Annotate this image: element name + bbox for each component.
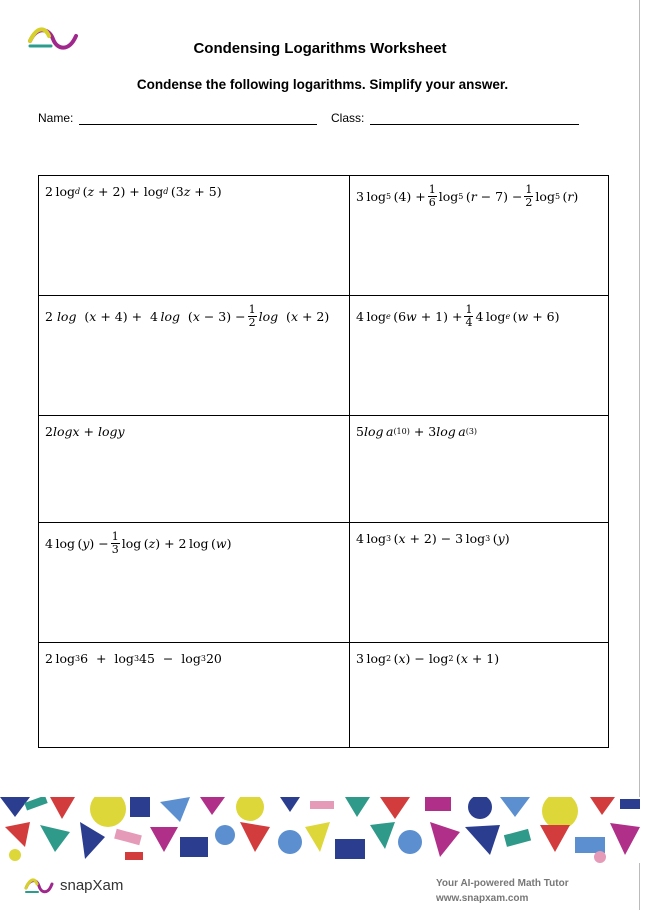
problem-cell[interactable] — [39, 643, 350, 748]
decorative-shapes-band — [0, 797, 647, 863]
problem-5: 2 logx + logy — [45, 424, 125, 439]
name-label: Name: — [38, 111, 74, 125]
problem-cell[interactable] — [350, 523, 609, 643]
snapxam-footer-logo-icon — [24, 876, 54, 896]
problem-6: 5 log a (10) + 3 log a (3) — [356, 424, 478, 439]
fraction: $\frac{1}{4}$ — [465, 303, 473, 329]
problem-cell[interactable] — [39, 176, 350, 296]
problem-cell[interactable] — [39, 296, 350, 416]
problem-9: 2 log 3 6 + log 3 45 − log 3 20 — [45, 651, 222, 666]
worksheet-instructions: Condense the following logarithms. Simplify your answer. — [136, 77, 509, 92]
problem-7: 4 log ( y ) − $\frac{1}{3}$ log ( z ) + 2 log ( w ) — [45, 530, 232, 556]
problem-4: 4 log e (6 w + 1) + $\frac{1}{4}$ 4 log e ( w + 6) — [356, 303, 560, 329]
fraction: $\frac{1}{6}$ — [428, 183, 436, 209]
problem-cell[interactable] — [350, 296, 609, 416]
problem-cell[interactable] — [39, 416, 350, 523]
footer-brand: snapXam — [60, 877, 124, 894]
problem-1: 2 log d ( z + 2) + log d (3 z + 5) — [45, 184, 222, 199]
problem-8: 4 log 3 ( x + 2) − 3 log 3 ( y ) — [356, 531, 510, 546]
problem-cell[interactable] — [350, 176, 609, 296]
problem-grid — [38, 175, 609, 748]
fraction: $\frac{1}{3}$ — [111, 530, 119, 556]
problem-3: 2 log ( x + 4) + 4 log ( x − 3) − $\frac{1}{2}$ log ( x + 2) — [45, 303, 330, 329]
footer-tagline — [436, 876, 569, 906]
problem-cell[interactable] — [39, 523, 350, 643]
problem-cell[interactable] — [350, 643, 609, 748]
footer-tagline-text: Your AI-powered Math Tutor — [436, 878, 569, 889]
name-field[interactable] — [79, 124, 317, 125]
problem-10: 3 log 2 ( x ) − log 2 ( x + 1) — [356, 651, 500, 666]
fraction: $\frac{1}{2}$ — [248, 303, 256, 329]
problem-2: 3 log 5 (4) + $\frac{1}{6}$ log 5 ( r − 7) − $\frac{1}{2}$ log 5 ( r ) — [356, 183, 579, 209]
class-field[interactable] — [370, 124, 579, 125]
footer-url[interactable]: www.snapxam.com — [436, 893, 529, 904]
class-label: Class: — [331, 111, 365, 125]
fraction: $\frac{1}{2}$ — [525, 183, 533, 209]
problem-cell[interactable] — [350, 416, 609, 523]
worksheet-title: Condensing Logarithms Worksheet — [193, 40, 447, 57]
